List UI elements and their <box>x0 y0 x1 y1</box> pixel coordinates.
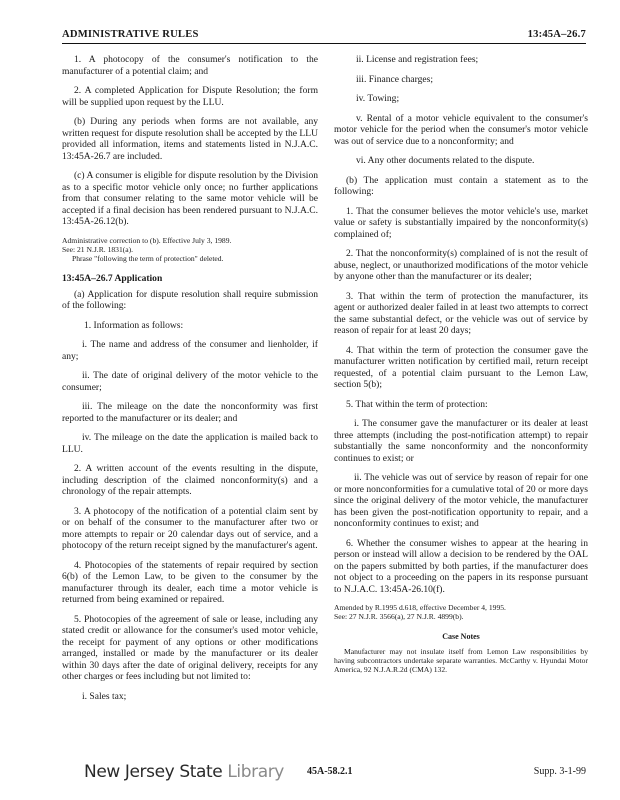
paragraph: (c) A consumer is eligible for dispute resolution by the Division as to a specific motor vehicle only once; no further applications from that consumer relating to the same motor vehicle will be accepted if a final decision has been rendered pursuant to N.J.A.C. 13:45A-26.12(b). <box>62 170 318 227</box>
list-item: 4. Photocopies of the statements of repair required by section 6(b) of the Lemon Law, to be given to the consumer by the manufacturer through its dealer, each time a motor vehicle is returned from being examined or repaired. <box>62 559 318 606</box>
paragraph: 2. A completed Application for Dispute Resolution; the form will be supplied upon request by the LLU. <box>62 85 318 108</box>
history-line: See: 21 N.J.R. 1831(a). <box>62 244 134 254</box>
section-heading: 13:45A–26.7 Application <box>62 273 163 285</box>
list-item: i. The consumer gave the manufacturer or its dealer at least three attempts (including the post-notification attempt) to repair substantially the same nonconformity and the nonconformity continues to exist; or <box>334 418 588 464</box>
history-line: Amended by R.1995 d.618, effective December 4, 1995. <box>334 603 506 612</box>
header-section-number: 13:45A–26.7 <box>527 29 586 40</box>
list-item: ii. License and registration fees; <box>356 54 479 65</box>
history-note <box>62 236 318 264</box>
list-item: 6. Whether the consumer wishes to appear at the hearing in person or instead will allow a decision to be rendered by the OAL on the papers submitted by both parties, if the manufacturer does not object to a proceeding on the papers in its response pursuant to N.J.A.C. 13:45A-26.10(f). <box>334 537 588 595</box>
list-item: 3. That within the term of protection the manufacturer, its agent or authorized dealer failed in at least two attempts to correct the same substantial defect, or the vehicle was out of service by reason of repair for at least 20 days; <box>334 290 588 336</box>
header-title: ADMINISTRATIVE RULES <box>62 29 199 40</box>
list-item: i. Sales tax; <box>82 690 127 702</box>
running-header <box>62 27 586 44</box>
history-line: Phrase "following the term of protection" deleted. <box>72 253 224 263</box>
supplement-date: Supp. 3-1-99 <box>533 766 586 777</box>
case-notes-heading: Case Notes <box>442 632 480 642</box>
paragraph: 1. A photocopy of the consumer's notification to the manufacturer of a potential claim; and <box>62 54 318 77</box>
library-watermark-text: Library <box>227 762 284 782</box>
page-number: 45A-58.2.1 <box>307 766 353 777</box>
list-item: 1. That the consumer believes the motor vehicle's use, market value or safety is substantially impaired by the nonconformity(s) complained of; <box>334 205 588 240</box>
list-item: ii. The vehicle was out of service by reason of repair for one or more nonconformities for a cumulative total of 20 or more days since the original delivery of the motor vehicle, the manufacturer has been given the post-notification opportunity to repair, and a nonconformity continues to exist; and <box>334 472 588 529</box>
list-item: iv. The mileage on the date the application is mailed back to LLU. <box>62 432 318 455</box>
list-item: iii. Finance charges; <box>356 73 433 85</box>
list-item: vi. Any other documents related to the dispute. <box>356 155 535 166</box>
history-line: Administrative correction to (b). Effective July 3, 1989. <box>62 235 232 245</box>
list-item: iv. Towing; <box>356 93 400 104</box>
list-item: 5. Photocopies of the agreement of sale or lease, including any stated credit or allowance for the consumer's used motor vehicle, the receipt for payment of any options or other modifications arranged, installed or made by the manufacturer or its dealer within 30 days after the date of original delivery, receipts for any other charges or fees including but not limited to: <box>62 613 318 683</box>
list-item: 3. A photocopy of the notification of a potential claim sent by or on behalf of the consumer to the manufacturer after two or more attempts to repair or 20 calendar days out of service, and a photocopy of the return receipt signed by the manufacturer's agent. <box>62 505 318 552</box>
case-notes-text: Manufacturer may not insulate itself from Lemon Law responsibilities by having subcontractors undertake separate warranties. McCarthy v. Hyundai Motor America, 92 N.J.A.R.2d (CMA) 132. <box>334 646 588 675</box>
list-item: v. Rental of a motor vehicle equivalent to the consumer's motor vehicle for the period when the consumer's motor vehicle was out of service due to a nonconformity; and <box>334 112 588 147</box>
list-item: ii. The date of original delivery of the motor vehicle to the consumer; <box>62 370 318 393</box>
library-watermark <box>84 762 284 782</box>
list-item: i. The name and address of the consumer and lienholder, if any; <box>62 339 318 362</box>
list-item: 2. That the nonconformity(s) complained of is not the result of abuse, neglect, or unauthorized modifications of the motor vehicle by anyone other than the manufacturer or its dealer; <box>334 248 588 282</box>
history-line: See: 27 N.J.R. 3566(a), 27 N.J.R. 4899(b). <box>334 612 464 622</box>
library-watermark-text: New Jersey State <box>84 762 228 782</box>
left-column <box>62 54 318 710</box>
paragraph: (b) The application must contain a statement as to the following: <box>334 174 588 197</box>
list-item: 4. That within the term of protection the consumer gave the manufacturer written notification by certified mail, return receipt requested, of a potential claim pursuant to the Lemon Law, section 5(b); <box>334 344 588 390</box>
list-item: 1. Information as follows: <box>84 319 184 331</box>
right-column <box>334 54 588 685</box>
page-footer <box>62 762 586 786</box>
list-item: 5. That within the term of protection: <box>346 398 488 410</box>
paragraph: (b) During any periods when forms are not available, any written request for dispute resolution shall be accepted by the LLU provided all information, items and statements listed in N.J.A.C. 13:45A-26.7 are included. <box>62 116 318 162</box>
list-item: iii. The mileage on the date the nonconformity was first reported to the manufacturer or its dealer; and <box>62 401 318 424</box>
list-item: 2. A written account of the events resulting in the dispute, including description of the claimed nonconformity(s) and a chronology of the repair attempts. <box>62 463 318 498</box>
history-note <box>334 603 588 621</box>
paragraph: (a) Application for dispute resolution shall require submission of the following: <box>62 288 318 312</box>
